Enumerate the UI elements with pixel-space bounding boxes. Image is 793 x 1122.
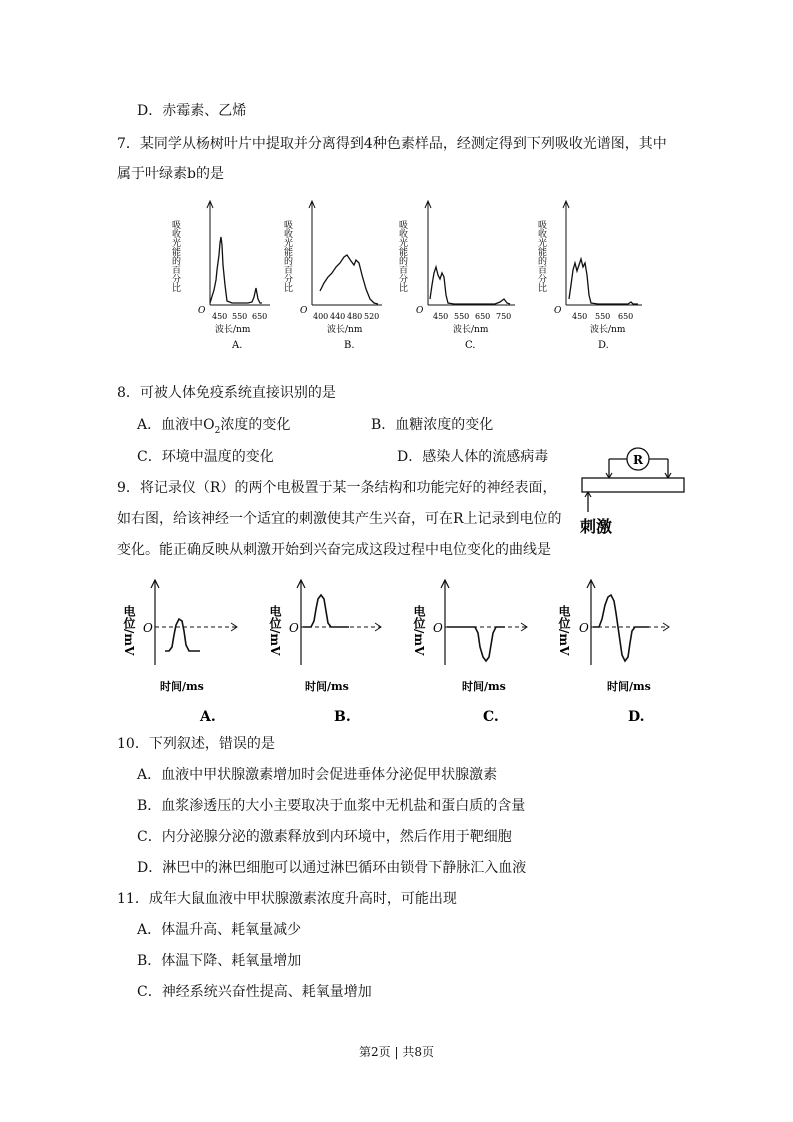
q9-graph-c bbox=[412, 580, 527, 725]
q10-option-d: D．淋巴中的淋巴细胞可以通过淋巴循环由锁骨下静脉汇入血液 bbox=[137, 860, 527, 876]
q9-potential-curves-figure bbox=[122, 575, 685, 727]
q9-graph-a bbox=[122, 580, 237, 725]
q7-stem-line2: 属于叶绿素b的是 bbox=[117, 166, 224, 182]
svg-text:O: O bbox=[289, 621, 299, 635]
svg-text:O: O bbox=[554, 306, 562, 316]
svg-text:波长/nm: 波长/nm bbox=[215, 325, 251, 335]
svg-text:电位/mV: 电位/mV bbox=[557, 605, 571, 656]
svg-text:450: 450 bbox=[433, 312, 449, 321]
q9-graph-b bbox=[268, 580, 381, 725]
svg-text:波长/nm: 波长/nm bbox=[453, 325, 489, 335]
page-footer: 第2页 | 共8页 bbox=[359, 1045, 434, 1059]
q7-panel-a-ylabel: 吸收光能的百分比 bbox=[170, 220, 180, 292]
q10-stem: 10．下列叙述，错误的是 bbox=[117, 736, 275, 752]
q9-curve-c bbox=[447, 627, 505, 661]
q9-stem-line1: 9．将记录仪（R）的两个电极置于某一条结构和功能完好的神经表面， bbox=[117, 480, 557, 496]
q11-option-c: C．神经系统兴奋性提高、耗氧量增加 bbox=[137, 984, 372, 1000]
q10-option-a: A．血液中甲状腺激素增加时会促进垂体分泌促甲状腺激素 bbox=[137, 767, 498, 783]
svg-text:450: 450 bbox=[572, 312, 588, 321]
svg-text:电位/mV: 电位/mV bbox=[412, 605, 426, 656]
svg-text:550: 550 bbox=[595, 312, 611, 321]
svg-text:450: 450 bbox=[212, 312, 228, 321]
q11-option-a: A．体温升高、耗氧量减少 bbox=[137, 922, 302, 938]
svg-text:O: O bbox=[300, 306, 308, 316]
svg-text:480: 480 bbox=[347, 312, 363, 321]
svg-text:O: O bbox=[433, 621, 443, 635]
q7-curve-b bbox=[320, 255, 378, 304]
q7-curve-a bbox=[210, 237, 262, 303]
svg-text:O: O bbox=[579, 621, 589, 635]
q7-panel-b bbox=[282, 201, 382, 351]
q8-option-a: A．血液中$O_2$浓度的变化 bbox=[137, 417, 291, 436]
q8-option-d: D．感染人体的流感病毒 bbox=[397, 449, 549, 465]
q9-graph-d bbox=[557, 580, 669, 725]
svg-text:时间/ms: 时间/ms bbox=[160, 680, 204, 693]
svg-text:650: 650 bbox=[475, 312, 491, 321]
q7-panel-b-ylabel: 吸收光能的百分比 bbox=[282, 220, 292, 292]
svg-text:O: O bbox=[198, 306, 206, 316]
q6-option-d: D．赤霉素、乙烯 bbox=[137, 103, 247, 119]
svg-text:C.: C. bbox=[483, 709, 499, 725]
svg-text:时间/ms: 时间/ms bbox=[607, 680, 651, 693]
q7-curve-d bbox=[569, 259, 638, 304]
q9-curve-d bbox=[593, 595, 649, 661]
q7-curve-c bbox=[430, 267, 510, 304]
q7-panel-a bbox=[170, 201, 270, 351]
q11-stem: 11．成年大鼠血液中甲状腺激素浓度升高时，可能出现 bbox=[117, 891, 457, 907]
q11-option-b: B．体温下降、耗氧量增加 bbox=[137, 953, 302, 969]
svg-text:750: 750 bbox=[496, 312, 512, 321]
q9-curve-a bbox=[165, 619, 200, 651]
svg-text:D.: D. bbox=[598, 340, 609, 351]
q8-option-b: B．血糖浓度的变化 bbox=[371, 417, 494, 433]
q7-panel-d bbox=[536, 201, 642, 351]
q9-curve-b bbox=[303, 595, 349, 627]
svg-text:时间/ms: 时间/ms bbox=[305, 680, 349, 693]
svg-text:A.: A. bbox=[200, 709, 216, 725]
q8-stem: 8．可被人体免疫系统直接识别的是 bbox=[117, 385, 336, 401]
q7-stem-line1: 7．某同学从杨树叶片中提取并分离得到4种色素样品，经测定得到下列吸收光谱图，其中 bbox=[117, 136, 667, 152]
nerve-fiber bbox=[582, 478, 684, 492]
svg-text:520: 520 bbox=[364, 312, 380, 321]
svg-text:550: 550 bbox=[454, 312, 470, 321]
svg-text:波长/nm: 波长/nm bbox=[590, 325, 626, 335]
svg-text:B.: B. bbox=[344, 340, 355, 351]
svg-text:550: 550 bbox=[232, 312, 248, 321]
q9-stem-line2: 如右图，给该神经一个适宜的刺激使其产生兴奋，可在R上记录到电位的 bbox=[117, 511, 562, 527]
q7-panel-d-ylabel: 吸收光能的百分比 bbox=[536, 220, 546, 292]
q10-option-c: C．内分泌腺分泌的激素释放到内环境中，然后作用于靶细胞 bbox=[137, 829, 512, 845]
q7-absorption-spectra-figure bbox=[170, 195, 670, 355]
svg-text:B.: B. bbox=[334, 709, 351, 725]
svg-text:电位/mV: 电位/mV bbox=[122, 605, 136, 656]
svg-text:440: 440 bbox=[330, 312, 346, 321]
q7-panel-c bbox=[397, 201, 515, 351]
svg-text:R: R bbox=[633, 453, 643, 467]
svg-text:D.: D. bbox=[628, 709, 645, 725]
svg-text:650: 650 bbox=[618, 312, 634, 321]
q10-option-b: B．血浆渗透压的大小主要取决于血浆中无机盐和蛋白质的含量 bbox=[137, 798, 526, 814]
svg-text:400: 400 bbox=[313, 312, 329, 321]
q8-option-c: C．环境中温度的变化 bbox=[137, 449, 274, 465]
svg-text:时间/ms: 时间/ms bbox=[462, 680, 506, 693]
svg-text:电位/mV: 电位/mV bbox=[268, 605, 282, 656]
q9-stem-line3: 变化。能正确反映从刺激开始到兴奋完成这段过程中电位变化的曲线是 bbox=[117, 542, 551, 558]
svg-text:650: 650 bbox=[252, 312, 268, 321]
svg-text:O: O bbox=[143, 621, 153, 635]
svg-text:O: O bbox=[416, 306, 424, 316]
q7-panel-c-ylabel: 吸收光能的百分比 bbox=[397, 220, 407, 292]
svg-text:波长/nm: 波长/nm bbox=[327, 325, 363, 335]
svg-text:C.: C. bbox=[465, 340, 476, 351]
q9-nerve-recorder-figure bbox=[576, 440, 688, 544]
svg-text:刺激: 刺激 bbox=[580, 517, 613, 536]
svg-text:A.: A. bbox=[232, 340, 243, 351]
